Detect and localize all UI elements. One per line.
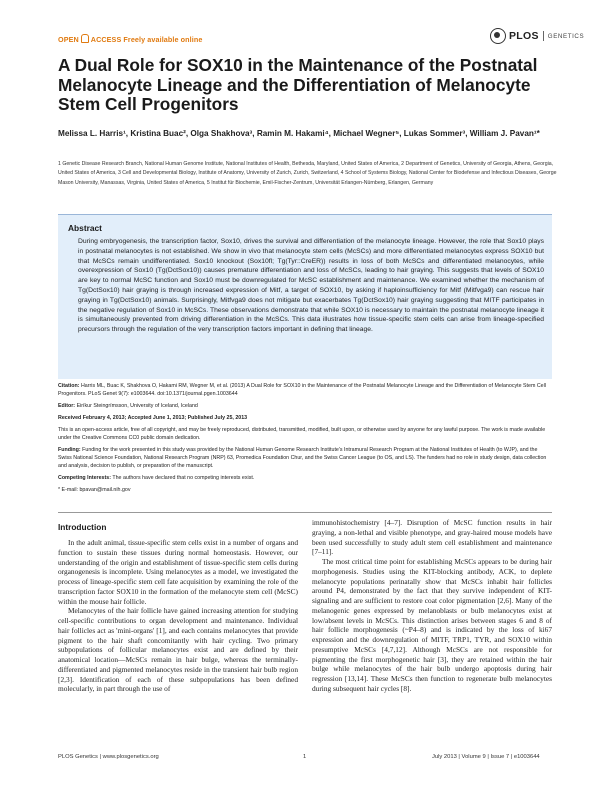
section-divider: [58, 512, 552, 513]
funding-text: Funding for the work presented in this study was provided by the National Human Genome Research Institute's Intramural Research Program at the National Institutes of Health (to WJP), and the Swiss National Science Foundation, National Research Program (NRP) 63, Promedica Foundation Chur, and the Swiss Cancer League (to OS, and LS). The funders had no role in study design, data collection and analysis, decision to publish, or preparation of the manuscript.: [58, 447, 547, 470]
intro-paragraph: immunohistochemistry [4–7]. Disruption of McSC function results in hair graying, a non-lethal and visible phenotype, and gray-haired mouse models have been used successfully to study adult stem cell establishment and maintenance [7–11].: [312, 518, 552, 557]
affiliations: 1 Genetic Disease Research Branch, National Human Genome Institute, National Institutes of Health, Bethesda, Maryland, United States of America, 2 Department of Genetics, University of Georgia, Athens, Georgia, United States of America, 3 Cell and Developmental Biology, Institute of Anatomy, University of Zurich, Zurich, Switzerland, 4 School of Systems Biology, National Center for Biodefense and Infectious Diseases, George Mason University, Manassas, Virginia, United States of America, 5 Institut für Biochemie, Emil-Fischer-Zentrum, Universität Erlangen-Nürnberg, Erlangen, Germany: [58, 161, 557, 186]
editor-line: [58, 402, 552, 410]
open-lock-icon: [81, 34, 89, 43]
journal-brand: [490, 28, 584, 44]
abstract-text: During embryogenesis, the transcription factor, Sox10, drives the survival and differentiation of the melanocyte lineage. However, the role that Sox10 plays in postnatal melanocytes is not established. We show in vivo that melanocyte stem cells (McSCs) and more differentiated melanocytes express SOX10 but that McSCs remain undifferentiated. Sox10 knockout (Sox10fl; Tg(Tyr::CreER)) results in loss of both McSCs and differentiated melanocytes, while overexpression of Sox10 (Tg(DctSox10)) causes premature differentiation and loss of McSCs, leading to hair graying. This suggests that levels of SOX10 are key to normal McSC function and Sox10 must be downregulated for McSC establishment and maintenance. We examined whether the mechanism of Tg(DctSox10) hair graying is through increased expression of Mitf, a target of SOX10, by asking if haploinsufficiency for Mitf (Mitfvga9) can rescue hair graying in Tg(DctSox10) animals. Surprisingly, Mitfvga9 does not mitigate but exacerbates Tg(DctSox10) hair graying suggesting that MITF participates in the negative regulation of Sox10 in McSCs. These observations demonstrate that while SOX10 is necessary to maintain the postnatal melanocyte lineage it is simultaneously prevented from driving differentiation in the McSCs. This data illustrates how tissue-specific stem cells can arise from lineage-specified precursors through the regulation of the very transcription factors important in defining that lineage.: [78, 238, 544, 334]
brand-name: PLOS: [509, 30, 539, 42]
footer-journal: PLOS Genetics | www.plosgenetics.org: [58, 754, 159, 760]
footer-issue: July 2013 | Volume 9 | Issue 7 | e1003644: [432, 754, 540, 760]
intro-paragraph: Melanocytes of the hair follicle have gained increasing attention for studying cell-specific contributions to organ development and maintenance. Individual hair follicles act as 'mini-organs' [1], and each contains melanocytes that provide pigment to the hair shaft concomitantly with hair cycling. Two primary subpopulations of follicular melanocytes exist and are defined by their anatomical location—McSCs remain in hair bulge, whereas the terminally-differentiated and pigmented melanocytes reside in the transient hair bulb region [2,3]. Identification of each of these subpopulations has been defined molecularly, in part through the use of: [58, 606, 298, 694]
intro-left-column: [58, 538, 298, 694]
intro-right-column: [312, 518, 552, 694]
competing-label: Competing Interests:: [58, 475, 111, 481]
funding-label: Funding:: [58, 447, 81, 453]
open-access-text: ACCESS Freely available online: [90, 35, 203, 44]
footer-page-number: 1: [303, 754, 307, 760]
introduction-heading: Introduction: [58, 522, 107, 532]
intro-paragraph: In the adult animal, tissue-specific stem cells exist in a number of organs and function to sustain these tissues during normal homeostasis. However, our understanding of the origin and establishment of tissue-specific stem cells during organogenesis is incomplete. Using melanocytes as a model, we investigated the process of lineage-specific stem cell fate acquisition by examining the role of the transcription factor SOX10 in the formation of the melanocyte stem cell (McSC) within the mouse hair follicle.: [58, 538, 298, 606]
open-label: OPEN: [58, 35, 79, 44]
citation-block: [58, 382, 552, 398]
abstract-box: [58, 214, 552, 379]
dates-line: Received February 4, 2013; Accepted June 1, 2013; Published July 25, 2013: [58, 415, 248, 421]
funding-block: [58, 446, 552, 471]
article-title: A Dual Role for SOX10 in the Maintenance of the Postnatal Melanocyte Lineage and the Differentiation of Melanocyte Stem Cell Progenitors: [58, 55, 538, 114]
license-text: This is an open-access article, free of all copyright, and may be freely reproduced, distributed, transmitted, modified, built upon, or otherwise used by anyone for any lawful purpose. The work is made available under the Creative Commons CC0 public domain dedication.: [58, 427, 546, 442]
citation-label: Citation:: [58, 383, 80, 389]
citation-text: Harris ML, Buac K, Shakhova O, Hakami RM, Wegner M, et al. (2013) A Dual Role for SOX10 in the Maintenance of the Postnatal Melanocyte Lineage and the Differentiation of Melanocyte Stem Cell Progenitors. PLoS Genet 9(7): e1003644. doi:10.1371/journal.pgen.1003644: [58, 383, 546, 398]
competing-interests: [58, 474, 552, 482]
email-line: * E-mail: bpavan@mail.nih.gov: [58, 487, 131, 493]
author-list: Melissa L. Harris¹, Kristina Buac², Olga Shakhova³, Ramin M. Hakami⁴, Michael Wegner⁵, Lukas Sommer³, William J. Pavan¹*: [58, 129, 540, 138]
editor-text: Eiríkur Steingrímsson, University of Iceland, Iceland: [76, 403, 198, 409]
intro-paragraph: The most critical time point for establishing McSCs appears to be during hair morphogenesis. Studies using the KIT-blocking antibody, ACK, to deplete melanocyte populations perinatally show that McSCs inhabit hair follicles around P4, demonstrated by the fact that they survive independent of KIT-signaling and are sufficient to restore coat color pigmentation [2,6]. Many of the melanogenic genes expressed by melanoblasts or bulb melanocytes exist at low/absent levels in McSCs. This distinction arises between stages 6 and 8 of hair follicle morphogenesis (~P4–8) and is indicated by the loss of ki67 expression and the downregulation of MITF, TRP1, TYR, and SOX10 within presumptive McSCs [4,7,12]. Although McSCs are not responsible for pigmenting the first morphogenetic hair [3], they are retained within the hair bulge while melanocytes of the hair bulb undergo apoptosis during hair regression [13,14]. These McSCs then function to regenerate bulb melanocytes during subsequent hair cycles [8].: [312, 557, 552, 693]
editor-label: Editor:: [58, 403, 76, 409]
brand-divider: [543, 31, 544, 41]
brand-subtitle: GENETICS: [547, 32, 585, 40]
competing-text: The authors have declared that no competing interests exist.: [112, 475, 255, 481]
plos-logo-icon: [490, 28, 506, 44]
abstract-heading: Abstract: [68, 223, 102, 233]
open-access-banner: [58, 34, 202, 44]
